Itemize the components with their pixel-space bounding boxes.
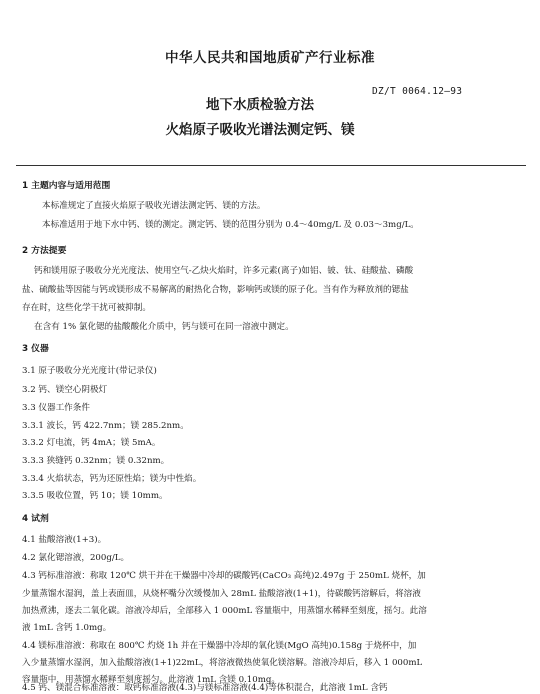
section-heading: 1 主题内容与适用范围 — [22, 181, 111, 191]
body-line: 3.3 仪器工作条件 — [22, 403, 90, 413]
body-line: 3.2 钙、镁空心阴极灯 — [22, 385, 108, 395]
section-heading: 2 方法提要 — [22, 246, 67, 256]
standard-code: DZ/T 0064.12—93 — [372, 86, 463, 97]
header-divider — [16, 165, 526, 166]
body-line: 4.3 钙标准溶液：称取 120℃ 烘干并在干燥器中冷却的碳酸钙(CaCO₃ 高纯)2.497g 于 250mL 烧杯，加 — [22, 571, 426, 581]
body-line: 本标准规定了直接火焰原子吸收光谱法测定钙、镁的方法。 — [42, 201, 266, 211]
section-heading: 4 试剂 — [22, 514, 49, 524]
body-line: 4.4 镁标准溶液：称取在 800℃ 灼烧 1h 并在干燥器中冷却的氧化镁(MgO 高纯)0.158g 于烧杯中，加 — [22, 641, 417, 651]
body-line: 钙和镁用原子吸收分光光度法、使用空气-乙炔火焰时，许多元素(离子)如铝、铍、钛、硅酸盐、磷酸 — [34, 266, 414, 276]
body-line: 本标准适用于地下水中钙、镁的测定。测定钙、镁的范围分别为 0.4～40mg/L 及 0.03～3mg/L。 — [42, 220, 419, 230]
body-line: 少量蒸馏水湿润，盖上表面皿，从烧杯嘴分次缓慢加入 28mL 盐酸溶液(1+1)，待碳酸钙溶解后，将溶液 — [22, 589, 421, 599]
section-heading: 3 仪器 — [22, 344, 49, 354]
body-line: 4.5 钙、镁混合标准溶液：取钙标准溶液(4.3)与镁标准溶液(4.4)等体积混合，此溶液 1mL 含钙 — [22, 683, 388, 693]
body-line: 3.3.2 灯电流，钙 4mA；镁 5mA。 — [22, 438, 161, 448]
body-line: 液 1mL 含钙 1.0mg。 — [22, 623, 112, 633]
body-line: 盐、硫酸盐等因能与钙或镁形成不易解离的耐热化合物，影响钙或镁的原子化。当有作为释放剂的锶盐 — [22, 285, 409, 295]
body-line: 4.2 氯化锶溶液，200g/L。 — [22, 553, 130, 563]
body-line: 3.3.5 吸收位置，钙 10；镁 10mm。 — [22, 491, 168, 501]
document-title-line-2: 火焰原子吸收光谱法测定钙、镁 — [165, 122, 355, 138]
body-line: 存在时，这些化学干扰可被抑制。 — [22, 303, 151, 313]
body-line: 3.3.3 狭缝钙 0.32nm；镁 0.32nm。 — [22, 456, 170, 466]
body-line: 在含有 1% 氯化锶的盐酸酸化介质中，钙与镁可在同一溶液中测定。 — [34, 322, 294, 332]
body-line: 3.1 原子吸收分光光度计(带记录仪) — [22, 366, 157, 376]
document-title-line-1: 地下水质检验方法 — [206, 97, 314, 113]
body-line: 容量瓶中，用蒸馏水稀释至刻度摇匀。此溶液 1mL 含镁 0.10mg。 — [22, 675, 280, 685]
body-line: 加热煮沸，逐去二氧化碳。溶液冷却后，全部移入 1 000mL 容量瓶中，用蒸馏水稀释至刻度，摇匀。此溶 — [22, 606, 427, 616]
issuing-organization: 中华人民共和国地质矿产行业标准 — [165, 50, 375, 66]
body-line: 3.3.4 火焰状态，钙为还原性焰；镁为中性焰。 — [22, 474, 202, 484]
body-line: 入少量蒸馏水湿润，加入盐酸溶液(1+1)22mL，将溶液微热使氧化镁溶解。溶液冷却后，移入 1 000mL — [22, 658, 423, 668]
body-line: 4.1 盐酸溶液(1+3)。 — [22, 535, 107, 545]
body-line: 3.3.1 波长，钙 422.7nm；镁 285.2nm。 — [22, 421, 189, 431]
